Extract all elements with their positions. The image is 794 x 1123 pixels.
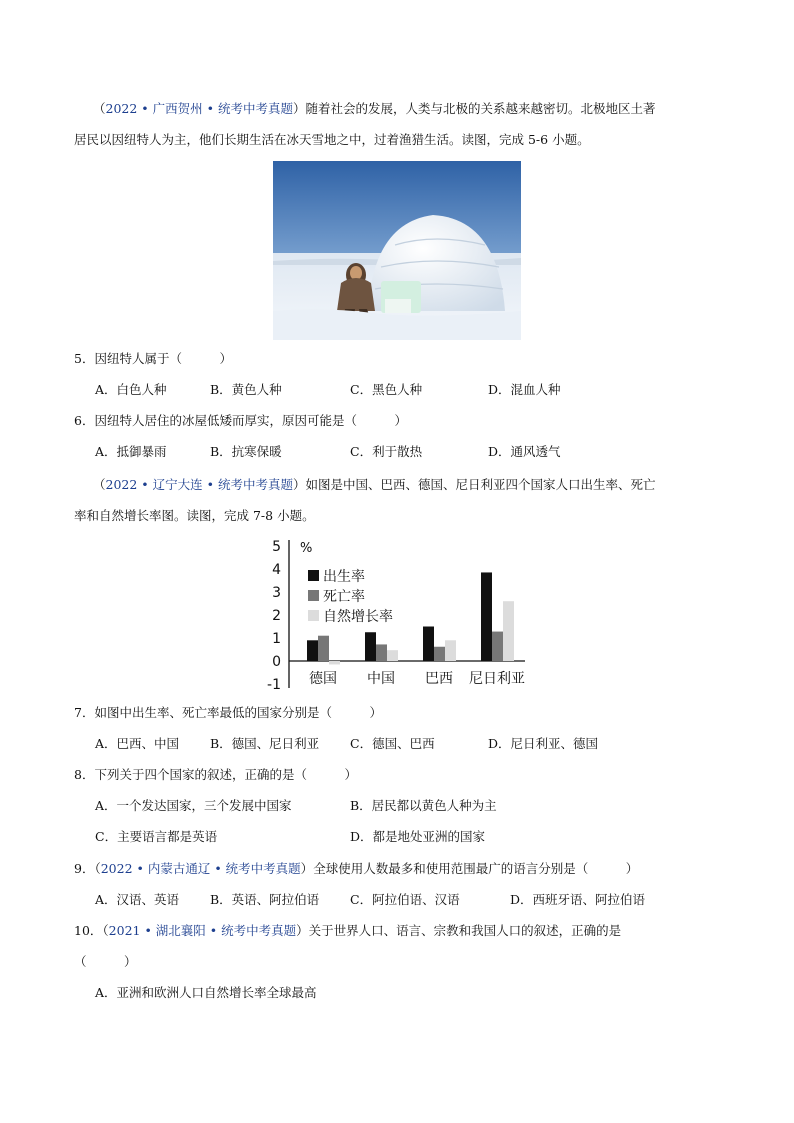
question-text: 关于世界人口、语言、宗教和我国人口的叙述，正确的是: [308, 923, 622, 938]
source-close: ）: [292, 477, 306, 492]
q6-option-d[interactable]: D．通风透气: [488, 444, 561, 459]
bar-自然增长率: [329, 661, 340, 664]
igloo-photo: [273, 161, 521, 340]
q5-option-b[interactable]: B．黄色人种: [210, 382, 282, 397]
q5-6-intro-line2: 居民以因纽特人为主，他们长期生活在冰天雪地之中，过着渔猎生活。读图，完成 5-6 小题。: [74, 132, 590, 147]
source-open: （: [93, 101, 106, 116]
y-tick-label: 4: [272, 562, 281, 578]
bar-出生率: [423, 627, 434, 662]
q9-option-c[interactable]: C．阿拉伯语、汉语: [350, 892, 460, 907]
legend-swatch: [308, 610, 319, 621]
question-source: 2021 • 湖北襄阳 • 统考中考真题: [108, 923, 297, 938]
q8-option-a[interactable]: A．一个发达国家，三个发展中国家: [95, 798, 292, 813]
legend-label: 出生率: [323, 569, 365, 585]
bar-自然增长率: [503, 601, 514, 661]
q10-stem-line2: （ ）: [74, 954, 137, 969]
bar-死亡率: [376, 644, 387, 661]
bar-死亡率: [434, 647, 445, 661]
y-tick-label: 0: [272, 654, 281, 670]
bar-自然增长率: [445, 640, 456, 661]
q9-option-d[interactable]: D．西班牙语、阿拉伯语: [510, 892, 646, 907]
question-number: 9．: [74, 861, 95, 876]
q6-stem: 6．因纽特人居住的冰屋低矮而厚实，原因可能是（ ）: [74, 413, 407, 428]
q7-8-intro-line2: 率和自然增长率图。读图，完成 7-8 小题。: [74, 508, 315, 523]
question-text: 全球使用人数最多和使用范围最广的语言分别是（ ）: [313, 861, 639, 876]
q7-option-b[interactable]: B．德国、尼日利亚: [210, 736, 320, 751]
bar-出生率: [365, 632, 376, 661]
bar-出生率: [307, 640, 318, 661]
x-category-label: 德国: [309, 671, 337, 687]
y-tick-label: 2: [272, 608, 281, 624]
legend-swatch: [308, 570, 319, 581]
y-tick-label: 5: [272, 539, 281, 555]
q8-option-c[interactable]: C．主要语言都是英语: [95, 829, 218, 844]
q10-stem: [74, 922, 621, 940]
bar-自然增长率: [387, 650, 398, 661]
x-category-label: 巴西: [425, 671, 453, 687]
q5-option-d[interactable]: D．混血人种: [488, 382, 561, 397]
question-number: 10．: [74, 923, 103, 938]
q8-option-b[interactable]: B．居民都以黄色人种为主: [350, 798, 497, 813]
q7-stem: 7．如图中出生率、死亡率最低的国家分别是（ ）: [74, 705, 382, 720]
y-tick-label: -1: [267, 677, 281, 693]
source-open: （: [94, 861, 101, 876]
source-close: ）: [292, 101, 306, 116]
q8-stem: 8．下列关于四个国家的叙述，正确的是（ ）: [74, 767, 357, 782]
q6-option-c[interactable]: C．利于散热: [350, 444, 423, 459]
q7-8-intro-line1: [93, 476, 656, 494]
source-open: （: [93, 477, 106, 492]
legend-swatch: [308, 590, 319, 601]
bar-死亡率: [318, 636, 329, 661]
y-tick-label: 1: [272, 631, 281, 647]
q7-option-a[interactable]: A．巴西、中国: [95, 736, 180, 751]
q6-option-b[interactable]: B．抗寒保暖: [210, 444, 282, 459]
q5-stem: 5．因纽特人属于（ ）: [74, 351, 232, 366]
legend-label: 死亡率: [323, 589, 365, 605]
source-close: ）: [300, 861, 314, 876]
source-open: （: [102, 923, 109, 938]
q5-6-intro-line1: [93, 100, 656, 118]
source-close: ）: [296, 923, 309, 938]
q9-stem: [74, 860, 638, 878]
y-axis-unit: %: [300, 541, 313, 556]
q6-option-a[interactable]: A．抵御暴雨: [95, 444, 167, 459]
question-source: 2022 • 广西贺州 • 统考中考真题: [105, 101, 293, 116]
x-category-label: 中国: [367, 671, 395, 687]
q9-option-a[interactable]: A．汉语、英语: [95, 892, 180, 907]
population-rate-chart: [255, 536, 535, 696]
x-category-label: 尼日利亚: [469, 671, 525, 687]
q7-option-c[interactable]: C．德国、巴西: [350, 736, 435, 751]
bar-出生率: [481, 572, 492, 661]
question-source: 2022 • 辽宁大连 • 统考中考真题: [105, 477, 293, 492]
q9-option-b[interactable]: B．英语、阿拉伯语: [210, 892, 320, 907]
intro-text: 如图是中国、巴西、德国、尼日利亚四个国家人口出生率、死亡: [305, 477, 656, 492]
bar-死亡率: [492, 632, 503, 661]
intro-text: 随着社会的发展，人类与北极的关系越来越密切。北极地区土著: [305, 101, 656, 116]
q5-option-c[interactable]: C．黑色人种: [350, 382, 423, 397]
q7-option-d[interactable]: D．尼日利亚、德国: [488, 736, 599, 751]
q5-option-a[interactable]: A．白色人种: [95, 382, 167, 397]
legend-label: 自然增长率: [323, 609, 393, 625]
y-tick-label: 3: [272, 585, 281, 601]
question-source: 2022 • 内蒙古通辽 • 统考中考真题: [100, 861, 301, 876]
q10-option-a[interactable]: A．亚洲和欧洲人口自然增长率全球最高: [95, 985, 317, 1000]
q8-option-d[interactable]: D．都是地处亚洲的国家: [350, 829, 486, 844]
